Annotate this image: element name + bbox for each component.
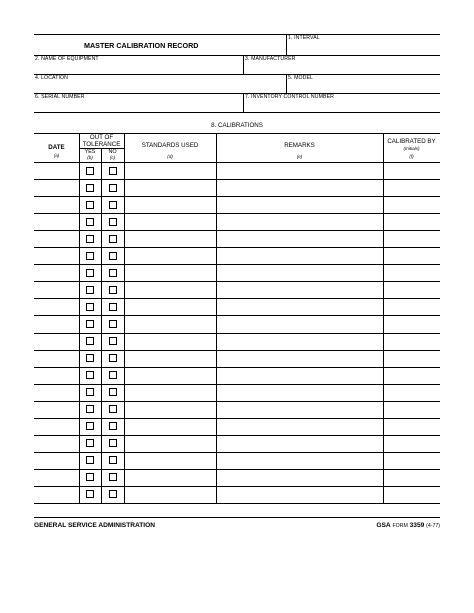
remarks-cell[interactable] <box>217 282 382 297</box>
calibration-form <box>34 34 440 529</box>
no-checkbox[interactable] <box>109 235 117 243</box>
date-cell[interactable] <box>35 453 79 468</box>
no-checkbox[interactable] <box>109 422 117 430</box>
model-field[interactable] <box>287 80 439 92</box>
interval-label: 1. INTERVAL <box>288 35 320 41</box>
out-of-tolerance-line2: TOLERANCE <box>82 141 121 148</box>
no-checkbox[interactable] <box>109 473 117 481</box>
date-cell[interactable] <box>35 316 79 331</box>
remarks-cell[interactable] <box>217 265 382 280</box>
model-label: 5. MODEL <box>288 75 314 81</box>
remarks-column-sub: (e) <box>296 154 303 159</box>
remarks-cell[interactable] <box>217 248 382 263</box>
date-cell[interactable] <box>35 214 79 229</box>
yes-checkbox[interactable] <box>86 388 94 396</box>
no-checkbox[interactable] <box>109 303 117 311</box>
standards-used-cell[interactable] <box>125 334 215 349</box>
date-cell[interactable] <box>35 163 79 178</box>
yes-checkbox[interactable] <box>86 490 94 498</box>
form-date: (4-77) <box>426 523 440 529</box>
form-number <box>376 522 440 529</box>
no-checkbox[interactable] <box>109 354 117 362</box>
yes-checkbox[interactable] <box>86 235 94 243</box>
date-cell[interactable] <box>35 419 79 434</box>
date-cell[interactable] <box>35 282 79 297</box>
inventory-control-number-label: 7. INVENTORY CONTROL NUMBER <box>245 94 334 100</box>
yes-checkbox[interactable] <box>86 439 94 447</box>
no-checkbox[interactable] <box>109 269 117 277</box>
remarks-cell[interactable] <box>217 197 382 212</box>
standards-used-cell[interactable] <box>125 419 215 434</box>
standards-used-cell[interactable] <box>125 299 215 314</box>
yes-checkbox[interactable] <box>86 167 94 175</box>
yes-column-header: YES <box>84 149 96 155</box>
standards-used-cell[interactable] <box>125 163 215 178</box>
date-column-sub: (a) <box>53 153 60 158</box>
no-checkbox[interactable] <box>109 337 117 345</box>
remarks-cell[interactable] <box>217 487 382 502</box>
date-cell[interactable] <box>35 385 79 400</box>
yes-checkbox[interactable] <box>86 371 94 379</box>
no-checkbox[interactable] <box>109 490 117 498</box>
remarks-cell[interactable] <box>217 436 382 451</box>
calibrated-by-cell[interactable] <box>384 436 439 451</box>
yes-checkbox[interactable] <box>86 456 94 464</box>
no-checkbox[interactable] <box>109 252 117 260</box>
standards-used-column-sub: (d) <box>167 154 173 159</box>
standards-used-cell[interactable] <box>125 282 215 297</box>
remarks-cell[interactable] <box>217 351 382 366</box>
calibrated-by-cell[interactable] <box>384 453 439 468</box>
location-label: 4. LOCATION <box>35 75 68 81</box>
standards-used-cell[interactable] <box>125 368 215 383</box>
yes-checkbox[interactable] <box>86 320 94 328</box>
standards-used-column-header: STANDARDS USED <box>141 142 199 149</box>
date-cell[interactable] <box>35 299 79 314</box>
remarks-cell[interactable] <box>217 316 382 331</box>
calibrated-by-cell[interactable] <box>384 197 439 212</box>
yes-checkbox[interactable] <box>86 184 94 192</box>
no-checkbox[interactable] <box>109 320 117 328</box>
calibrated-by-cell[interactable] <box>384 299 439 314</box>
remarks-cell[interactable] <box>217 453 382 468</box>
date-cell[interactable] <box>35 436 79 451</box>
column-divider <box>101 148 102 503</box>
date-column-header: DATE <box>48 144 65 151</box>
standards-used-cell[interactable] <box>125 316 215 331</box>
date-cell[interactable] <box>35 368 79 383</box>
calibrated-by-cell[interactable] <box>384 180 439 195</box>
calibrated-by-cell[interactable] <box>384 402 439 417</box>
calibrated-by-cell[interactable] <box>384 419 439 434</box>
divider <box>34 74 440 75</box>
remarks-cell[interactable] <box>217 163 382 178</box>
calibrated-by-column-header: CALIBRATED BY <box>387 138 436 145</box>
manufacturer-field[interactable] <box>244 61 439 73</box>
remarks-column-header: REMARKS <box>284 142 315 149</box>
no-checkbox[interactable] <box>109 439 117 447</box>
out-of-tolerance-line1: OUT OF <box>89 134 114 141</box>
no-checkbox[interactable] <box>109 167 117 175</box>
standards-used-cell[interactable] <box>125 453 215 468</box>
standards-used-cell[interactable] <box>125 231 215 246</box>
no-checkbox[interactable] <box>109 184 117 192</box>
remarks-cell[interactable] <box>217 419 382 434</box>
standards-used-cell[interactable] <box>125 197 215 212</box>
yes-column-sub: (b) <box>87 155 93 160</box>
serial-number-label: 6. SERIAL NUMBER <box>35 94 85 100</box>
no-checkbox[interactable] <box>109 218 117 226</box>
no-column-sub: (c) <box>109 155 116 160</box>
yes-checkbox[interactable] <box>86 422 94 430</box>
calibrated-by-cell[interactable] <box>384 385 439 400</box>
serial-number-field[interactable] <box>35 99 242 111</box>
column-divider <box>79 133 80 503</box>
remarks-cell[interactable] <box>217 299 382 314</box>
standards-used-cell[interactable] <box>125 487 215 502</box>
yes-checkbox[interactable] <box>86 218 94 226</box>
calibrated-by-cell[interactable] <box>384 231 439 246</box>
calibrated-by-cell[interactable] <box>384 334 439 349</box>
calibrated-by-initials-note: (Initials) <box>403 146 420 151</box>
standards-used-cell[interactable] <box>125 470 215 485</box>
inventory-control-number-field[interactable] <box>244 99 439 111</box>
equipment-name-label: 2. NAME OF EQUIPMENT <box>35 56 99 62</box>
form-number-value: 3359 <box>409 522 425 529</box>
standards-used-cell[interactable] <box>125 402 215 417</box>
standards-used-cell[interactable] <box>125 214 215 229</box>
date-cell[interactable] <box>35 231 79 246</box>
table-bottom-border <box>34 503 440 504</box>
remarks-cell[interactable] <box>217 470 382 485</box>
yes-checkbox[interactable] <box>86 252 94 260</box>
calibrated-by-cell[interactable] <box>384 214 439 229</box>
date-cell[interactable] <box>35 248 79 263</box>
agency-name: GENERAL SERVICE ADMINISTRATION <box>34 522 156 529</box>
no-column-header: NO <box>108 149 117 155</box>
calibrated-by-cell[interactable] <box>384 351 439 366</box>
yes-checkbox[interactable] <box>86 337 94 345</box>
standards-used-cell[interactable] <box>125 180 215 195</box>
calibrated-by-cell[interactable] <box>384 368 439 383</box>
calibrated-by-cell[interactable] <box>384 470 439 485</box>
yes-checkbox[interactable] <box>86 269 94 277</box>
standards-used-cell[interactable] <box>125 265 215 280</box>
location-field[interactable] <box>35 80 285 92</box>
yes-checkbox[interactable] <box>86 354 94 362</box>
no-checkbox[interactable] <box>109 388 117 396</box>
remarks-cell[interactable] <box>217 231 382 246</box>
remarks-cell[interactable] <box>217 385 382 400</box>
standards-used-cell[interactable] <box>125 436 215 451</box>
remarks-cell[interactable] <box>217 368 382 383</box>
calibrated-by-cell[interactable] <box>384 248 439 263</box>
standards-used-cell[interactable] <box>125 248 215 263</box>
yes-checkbox[interactable] <box>86 201 94 209</box>
standards-used-cell[interactable] <box>125 351 215 366</box>
no-checkbox[interactable] <box>109 405 117 413</box>
calibrated-by-cell[interactable] <box>384 265 439 280</box>
interval-field[interactable] <box>287 40 439 54</box>
calibrated-by-cell[interactable] <box>384 163 439 178</box>
date-cell[interactable] <box>35 487 79 502</box>
yes-checkbox[interactable] <box>86 286 94 294</box>
remarks-cell[interactable] <box>217 402 382 417</box>
date-cell[interactable] <box>35 351 79 366</box>
form-prefix: GSA <box>376 522 391 529</box>
no-checkbox[interactable] <box>109 456 117 464</box>
form-word: FORM <box>392 523 408 529</box>
date-cell[interactable] <box>35 470 79 485</box>
top-border <box>34 34 440 35</box>
date-cell[interactable] <box>35 402 79 417</box>
date-cell[interactable] <box>35 334 79 349</box>
remarks-cell[interactable] <box>217 214 382 229</box>
remarks-cell[interactable] <box>217 334 382 349</box>
date-cell[interactable] <box>35 197 79 212</box>
yes-checkbox[interactable] <box>86 405 94 413</box>
equipment-name-field[interactable] <box>35 61 242 73</box>
standards-used-cell[interactable] <box>125 385 215 400</box>
divider <box>34 112 440 113</box>
form-bottom-border <box>34 517 440 518</box>
no-checkbox[interactable] <box>109 371 117 379</box>
calibrated-by-column-sub: (f) <box>409 154 414 159</box>
divider <box>34 93 440 94</box>
yes-checkbox[interactable] <box>86 303 94 311</box>
manufacturer-label: 3. MANUFACTURER <box>245 56 296 62</box>
remarks-cell[interactable] <box>217 180 382 195</box>
date-cell[interactable] <box>35 180 79 195</box>
yes-checkbox[interactable] <box>86 473 94 481</box>
calibrated-by-cell[interactable] <box>384 282 439 297</box>
calibrations-heading: 8. CALIBRATIONS <box>211 122 263 129</box>
calibrated-by-cell[interactable] <box>384 487 439 502</box>
calibrated-by-cell[interactable] <box>384 316 439 331</box>
date-cell[interactable] <box>35 265 79 280</box>
no-checkbox[interactable] <box>109 286 117 294</box>
no-checkbox[interactable] <box>109 201 117 209</box>
form-title: MASTER CALIBRATION RECORD <box>84 41 199 50</box>
